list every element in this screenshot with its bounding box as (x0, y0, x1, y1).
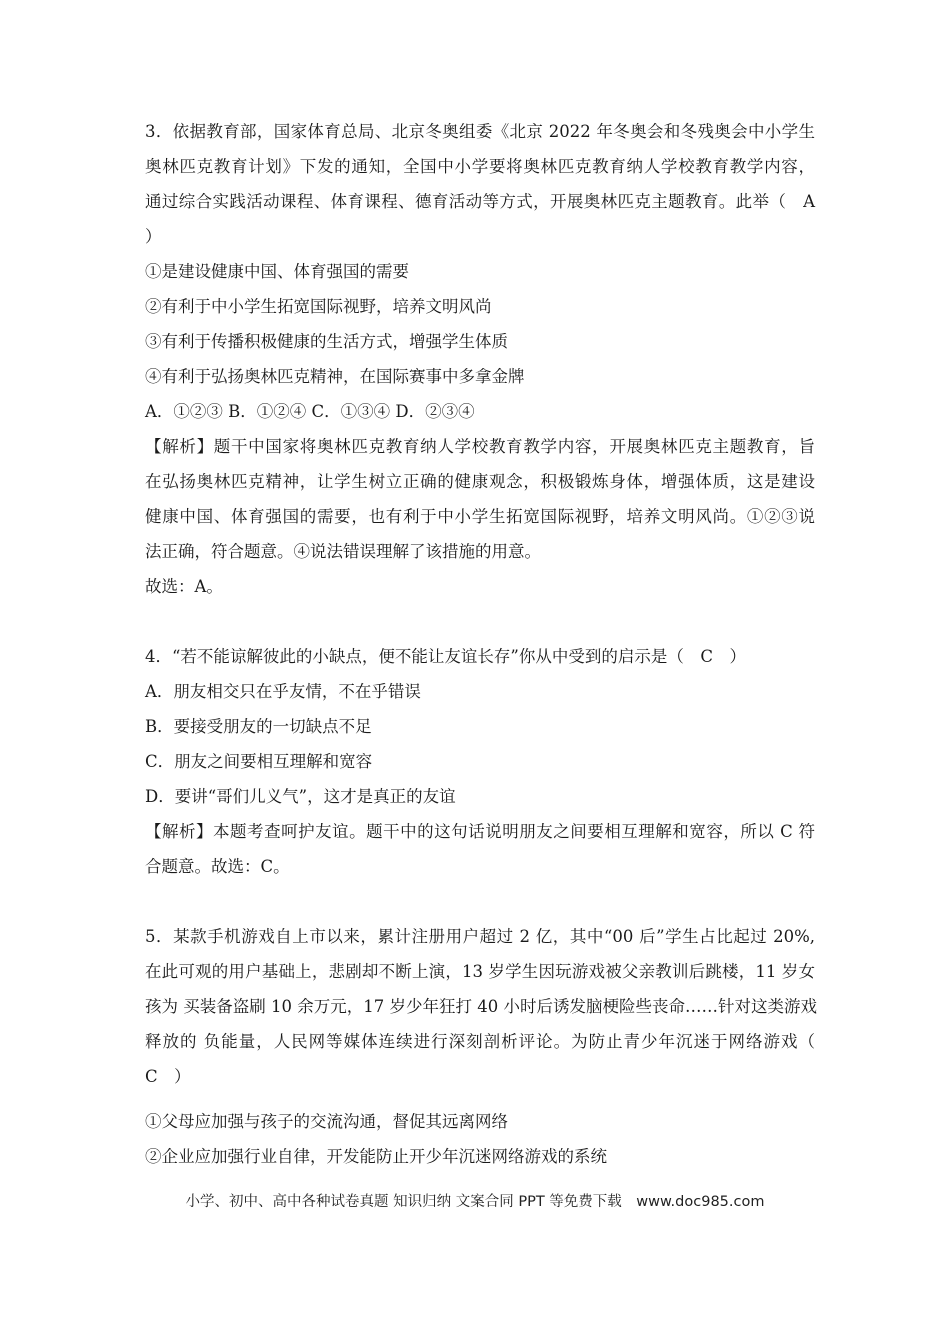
q4-stem: 4．“若不能谅解彼此的小缺点，便不能让友谊长存”你从中受到的启示是（ C ） (145, 647, 746, 666)
q5-statement-1: ①父母应加强与孩子的交流沟通，督促其远离网络 (145, 1112, 508, 1131)
q3-stem-line-1: 3．依据教育部，国家体育总局、北京冬奥组委《北京 2022 年冬奥会和冬残奥会中小学生 (145, 122, 815, 141)
q4-analysis-line-2: 合题意。故选：C。 (145, 857, 290, 876)
q5-stem-line-3: 孩为 买装备盗刷 10 余万元，17 岁少年狂打 40 小时后诱发脑梗险些丧命……针对这类游戏 (145, 997, 817, 1016)
q3-statement-4: ④有利于弘扬奥林匹克精神，在国际赛事中多拿金牌 (145, 367, 525, 386)
q4-analysis-line-1: 【解析】本题考查呵护友谊。题干中的这句话说明朋友之间要相互理解和宽容，所以 C 符 (145, 822, 815, 841)
q5-stem-line-5: C ） (145, 1067, 191, 1086)
q4-option-b: B．要接受朋友的一切缺点不足 (145, 717, 372, 736)
q3-answer: 故选：A。 (145, 577, 223, 596)
q3-options: A．①②③ B．①②④ C．①③④ D．②③④ (145, 402, 475, 421)
q4-option-a: A．朋友相交只在乎友情，不在乎错误 (145, 682, 421, 701)
q4-option-c: C．朋友之间要相互理解和宽容 (145, 752, 373, 771)
q3-statement-3: ③有利于传播积极健康的生活方式，增强学生体质 (145, 332, 508, 351)
page-footer: 小学、初中、高中各种试卷真题 知识归纳 文案合同 PPT 等免费下载 www.doc985.com (185, 1194, 765, 1210)
q5-statement-2: ②企业应加强行业自律，开发能防止开少年沉迷网络游戏的系统 (145, 1147, 607, 1166)
q3-analysis-line-3: 健康中国、体育强国的需要，也有利于中小学生拓宽国际视野，培养文明风尚。①②③说 (145, 507, 815, 526)
q3-stem-line-3: 通过综合实践活动课程、体育课程、德育活动等方式，开展奥林匹克主题教育。此举（ A (145, 192, 815, 211)
q3-stem-line-4: ） (145, 227, 162, 246)
q5-stem-line-4: 释放的 负能量，人民网等媒体连续进行深刻剖析评论。为防止青少年沉迷于网络游戏（ (145, 1032, 815, 1051)
q3-statement-2: ②有利于中小学生拓宽国际视野，培养文明风尚 (145, 297, 492, 316)
q3-analysis-line-1: 【解析】题干中国家将奥林匹克教育纳人学校教育教学内容，开展奥林匹克主题教育，旨 (145, 437, 815, 456)
q3-analysis-line-4: 法正确，符合题意。④说法错误理解了该措施的用意。 (145, 542, 541, 561)
q3-analysis-line-2: 在弘扬奥林匹克精神，让学生树立正确的健康观念，积极锻炼身体，增强体质，这是建设 (145, 472, 815, 491)
q3-stem-line-2: 奥林匹克教育计划》下发的通知，全国中小学要将奥林匹克教育纳人学校教育教学内容， (145, 157, 815, 176)
q5-stem-line-1: 5．某款手机游戏自上市以来，累计注册用户超过 2 亿，其中“00 后”学生占比起过 20%, (145, 927, 815, 946)
q4-option-d: D．要讲“哥们儿义气”，这才是真正的友谊 (145, 787, 456, 806)
q3-statement-1: ①是建设健康中国、体育强国的需要 (145, 262, 409, 281)
q5-stem-line-2: 在此可观的用户基础上，悲剧却不断上演，13 岁学生因玩游戏被父亲教训后跳楼，11 岁女 (145, 962, 815, 981)
